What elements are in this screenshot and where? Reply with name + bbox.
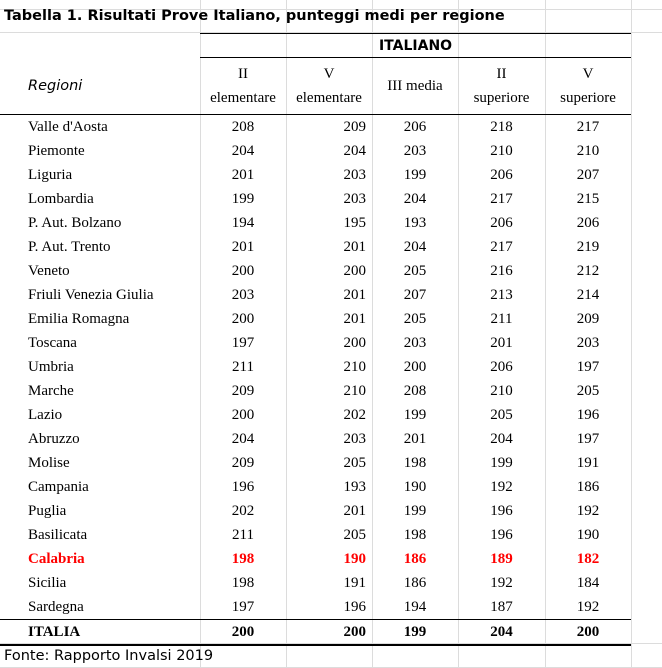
score-cell: 192	[490, 479, 513, 495]
score-cell: 205	[403, 311, 427, 327]
score-cell: 200	[286, 620, 372, 646]
score-cell: 203	[231, 287, 255, 303]
score-cell: 206	[576, 215, 600, 231]
table-row	[0, 187, 631, 211]
table-row	[0, 403, 631, 427]
score-cell: 215	[576, 191, 600, 207]
table-row	[0, 499, 631, 523]
score-cell: 204	[490, 431, 513, 447]
region-name: Sicilia	[28, 575, 67, 591]
score-cell: 201	[343, 311, 366, 327]
score-cell: 191	[343, 575, 366, 591]
score-cell: 196	[343, 599, 366, 615]
table-row	[0, 571, 631, 595]
score-cell: 196	[490, 503, 513, 519]
table-row	[0, 115, 631, 140]
table-row	[0, 427, 631, 451]
score-cell: 206	[490, 215, 513, 231]
score-cell: 192	[490, 575, 513, 591]
score-cell: 216	[490, 263, 513, 279]
region-name: Liguria	[28, 167, 73, 183]
column-header	[545, 58, 631, 115]
region-name: Umbria	[28, 359, 74, 375]
source-note: Fonte: Rapporto Invalsi 2019	[4, 648, 214, 664]
score-cell: 211	[232, 527, 254, 543]
score-cell: 201	[231, 239, 255, 255]
score-cell: 205	[403, 263, 427, 279]
score-cell: 214	[576, 287, 600, 303]
score-cell: 211	[232, 359, 254, 375]
table-title: Tabella 1. Risultati Prove Italiano, punteggi medi per regione	[4, 8, 505, 24]
score-cell: 213	[490, 287, 513, 303]
score-cell: 201	[343, 239, 366, 255]
score-cell: 204	[231, 143, 255, 159]
table-row	[0, 475, 631, 499]
score-cell: 189	[490, 551, 513, 567]
score-cell: 198	[231, 575, 255, 591]
region-name: Basilicata	[28, 527, 88, 543]
table-row	[0, 139, 631, 163]
score-cell: 192	[576, 503, 600, 519]
table-row	[0, 523, 631, 547]
score-cell: 209	[576, 311, 600, 327]
region-name: Calabria	[28, 551, 85, 567]
score-cell: 197	[231, 599, 255, 615]
score-cell: 210	[490, 383, 513, 399]
column-header	[372, 58, 458, 115]
score-cell: 210	[490, 143, 513, 159]
score-cell: 217	[576, 119, 600, 135]
table-row	[0, 283, 631, 307]
score-cell: 202	[343, 407, 366, 423]
region-name: P. Aut. Bolzano	[28, 215, 122, 231]
score-cell: 198	[231, 551, 255, 567]
score-cell: 186	[403, 551, 427, 567]
score-cell: 203	[343, 191, 366, 207]
score-cell: 210	[576, 143, 600, 159]
region-name: Puglia	[28, 503, 67, 519]
score-cell: 208	[403, 383, 427, 399]
score-cell: 199	[403, 167, 427, 183]
score-cell: 204	[403, 239, 427, 255]
subject-header: ITALIANO	[200, 34, 631, 58]
score-cell: 204	[458, 620, 545, 646]
score-cell: 211	[490, 311, 513, 327]
score-cell: 209	[231, 383, 255, 399]
column-header	[458, 58, 545, 115]
score-cell: 200	[343, 335, 366, 351]
column-header-line1: V	[323, 66, 335, 82]
score-cell: 209	[231, 455, 255, 471]
column-header-line1: V	[582, 66, 594, 82]
region-name: Campania	[28, 479, 89, 495]
score-cell: 199	[231, 191, 255, 207]
subject-header-row	[0, 34, 631, 58]
score-cell: 206	[490, 359, 513, 375]
table-row	[0, 355, 631, 379]
region-name: Abruzzo	[28, 431, 80, 447]
column-header	[200, 58, 286, 115]
score-cell: 208	[231, 119, 255, 135]
table-row	[0, 451, 631, 475]
region-name: ITALIA	[0, 620, 200, 646]
score-cell: 204	[403, 191, 427, 207]
score-cell: 205	[576, 383, 600, 399]
score-cell: 207	[403, 287, 427, 303]
score-cell: 210	[343, 359, 366, 375]
region-name: Molise	[28, 455, 70, 471]
score-cell: 203	[403, 335, 427, 351]
region-name: Marche	[28, 383, 74, 399]
score-cell: 202	[231, 503, 255, 519]
score-cell: 210	[343, 383, 366, 399]
score-cell: 196	[231, 479, 255, 495]
score-cell: 203	[403, 143, 427, 159]
column-header-line1: II	[496, 66, 507, 82]
score-cell: 217	[490, 191, 513, 207]
score-cell: 199	[403, 407, 427, 423]
score-cell: 187	[490, 599, 513, 615]
score-cell: 219	[576, 239, 600, 255]
total-row	[0, 620, 631, 646]
score-cell: 198	[403, 527, 427, 543]
score-cell: 184	[576, 575, 600, 591]
column-header	[286, 58, 372, 115]
column-header-line2: elementare	[296, 90, 362, 106]
score-cell: 199	[372, 620, 458, 646]
table-row	[0, 379, 631, 403]
table-row	[0, 307, 631, 331]
score-cell: 200	[231, 407, 255, 423]
score-cell: 205	[490, 407, 513, 423]
table-row	[0, 331, 631, 355]
score-cell: 191	[576, 455, 600, 471]
column-header-line2: superiore	[473, 90, 530, 106]
region-name: Toscana	[28, 335, 77, 351]
score-cell: 201	[490, 335, 513, 351]
score-cell: 190	[343, 551, 366, 567]
score-cell: 193	[343, 479, 366, 495]
region-name: P. Aut. Trento	[28, 239, 111, 255]
score-cell: 200	[231, 263, 255, 279]
score-cell: 203	[576, 335, 600, 351]
region-name: Emilia Romagna	[28, 311, 130, 327]
score-cell: 197	[231, 335, 255, 351]
region-name: Friuli Venezia Giulia	[28, 287, 154, 303]
table-row	[0, 259, 631, 283]
region-name: Sardegna	[28, 599, 84, 615]
score-cell: 186	[403, 575, 427, 591]
score-cell: 201	[403, 431, 427, 447]
regions-header: Regioni	[0, 58, 200, 115]
score-cell: 186	[576, 479, 600, 495]
score-cell: 207	[576, 167, 600, 183]
score-cell: 203	[343, 431, 366, 447]
table-row	[0, 211, 631, 235]
score-cell: 190	[403, 479, 427, 495]
region-name: Valle d'Aosta	[28, 119, 108, 135]
score-cell: 194	[403, 599, 427, 615]
score-cell: 218	[490, 119, 513, 135]
region-name: Lazio	[28, 407, 63, 423]
column-header-line2: superiore	[560, 90, 616, 106]
table-row	[0, 595, 631, 620]
score-cell: 197	[576, 359, 600, 375]
score-cell: 196	[490, 527, 513, 543]
score-cell: 193	[403, 215, 427, 231]
empty-header-cell	[0, 34, 200, 58]
score-cell: 192	[576, 599, 600, 615]
score-cell: 217	[490, 239, 513, 255]
score-cell: 196	[576, 407, 600, 423]
score-cell: 209	[343, 119, 366, 135]
score-cell: 204	[343, 143, 366, 159]
score-cell: 194	[231, 215, 255, 231]
score-cell: 205	[343, 527, 366, 543]
score-cell: 201	[343, 287, 366, 303]
score-cell: 199	[490, 455, 513, 471]
score-cell: 203	[343, 167, 366, 183]
score-cell: 200	[200, 620, 286, 646]
score-cell: 182	[576, 551, 600, 567]
results-table	[0, 33, 631, 646]
column-header-row	[0, 58, 631, 115]
score-cell: 200	[403, 359, 427, 375]
score-cell: 200	[343, 263, 366, 279]
column-header-line1: II	[238, 66, 248, 82]
region-name: Lombardia	[28, 191, 94, 207]
column-header-line1: III media	[387, 78, 443, 94]
score-cell: 205	[343, 455, 366, 471]
table-row	[0, 235, 631, 259]
score-cell: 206	[490, 167, 513, 183]
score-cell: 204	[231, 431, 255, 447]
score-cell: 198	[403, 455, 427, 471]
region-name: Veneto	[28, 263, 70, 279]
table-row	[0, 547, 631, 571]
score-cell: 199	[403, 503, 427, 519]
score-cell: 206	[403, 119, 427, 135]
score-cell: 195	[343, 215, 366, 231]
region-name: Piemonte	[28, 143, 85, 159]
score-cell: 200	[231, 311, 255, 327]
table-row	[0, 163, 631, 187]
score-cell: 197	[576, 431, 600, 447]
score-cell: 201	[343, 503, 366, 519]
score-cell: 190	[576, 527, 600, 543]
score-cell: 201	[231, 167, 255, 183]
column-header-line2: elementare	[210, 90, 276, 106]
score-cell: 200	[545, 620, 631, 646]
score-cell: 212	[576, 263, 600, 279]
